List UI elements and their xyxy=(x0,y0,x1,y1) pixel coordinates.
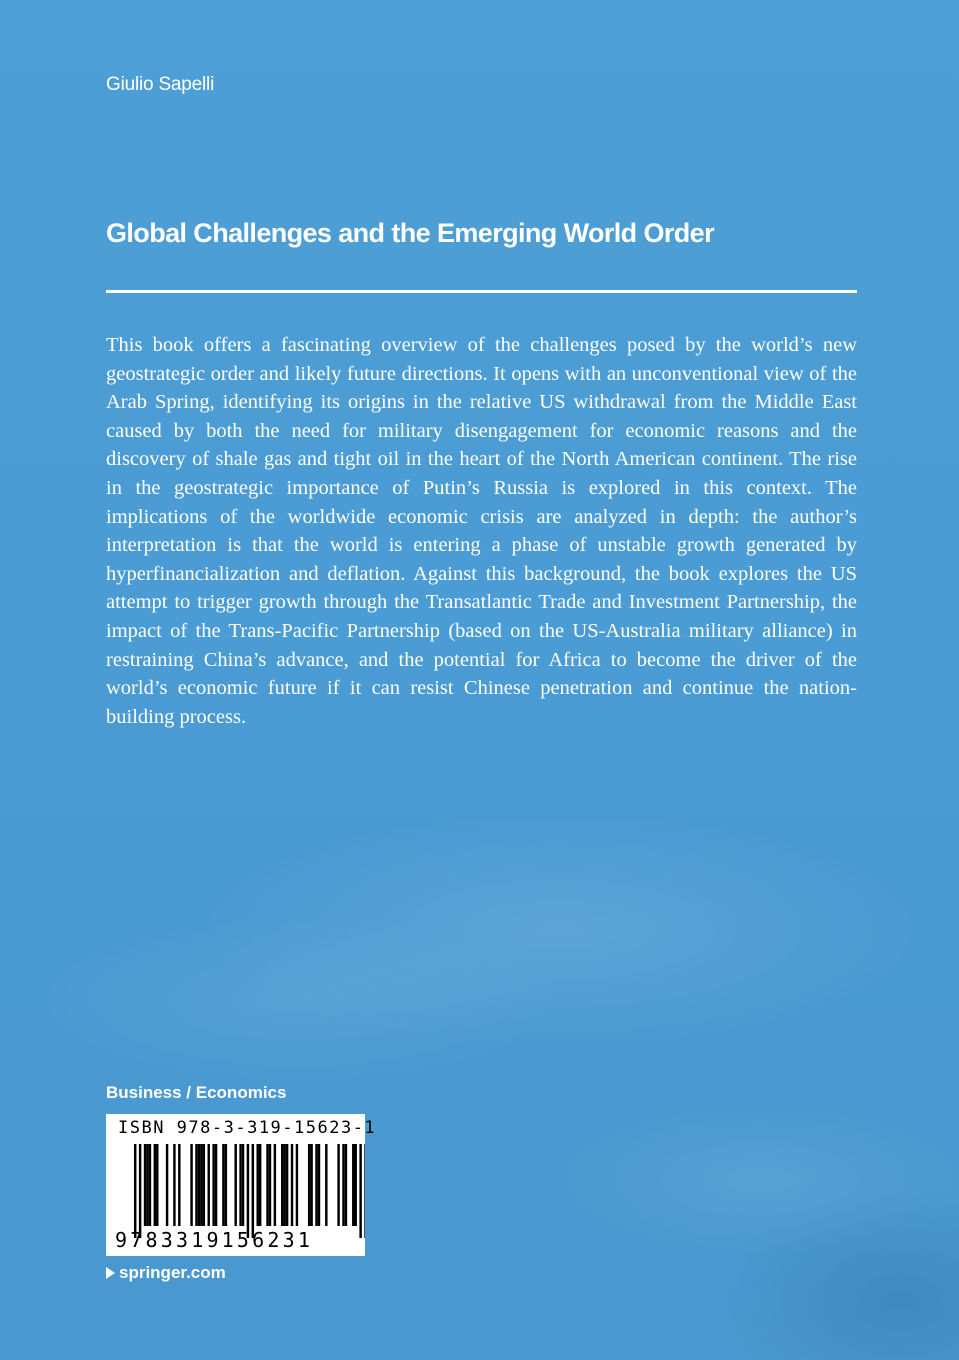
barcode-bar xyxy=(286,1144,288,1226)
barcode-bar xyxy=(266,1144,268,1226)
barcode-bar xyxy=(200,1144,202,1226)
barcode-bar xyxy=(134,1144,136,1238)
barcode-bar xyxy=(198,1144,200,1226)
book-title: Global Challenges and the Emerging World Order xyxy=(106,218,714,248)
barcode-bar xyxy=(325,1144,327,1226)
barcode-bar xyxy=(337,1144,339,1226)
title-divider xyxy=(106,290,857,293)
barcode-bar xyxy=(154,1144,156,1226)
barcode-bar xyxy=(252,1144,254,1238)
barcode-bar xyxy=(144,1144,146,1226)
arrow-right-icon xyxy=(106,1267,115,1279)
publisher-link-label: springer.com xyxy=(119,1263,226,1282)
barcode-bar xyxy=(190,1144,192,1226)
barcode-bar xyxy=(342,1144,344,1226)
barcode-bar xyxy=(156,1144,158,1226)
barcode-bar xyxy=(242,1144,244,1226)
barcode-bar xyxy=(247,1144,249,1238)
barcode-bar xyxy=(212,1144,214,1226)
barcode-bar xyxy=(195,1144,197,1226)
barcode-bar xyxy=(257,1144,259,1226)
barcode-bar xyxy=(296,1144,298,1226)
isbn-barcode xyxy=(106,1114,377,1256)
barcode-bar xyxy=(139,1144,141,1238)
barcode-bar xyxy=(203,1144,205,1226)
barcode-bar xyxy=(225,1144,227,1226)
barcode-bar xyxy=(166,1144,168,1226)
ean-digits: 9783319156231 xyxy=(115,1228,314,1252)
barcode-bar xyxy=(359,1144,361,1238)
barcode-bar xyxy=(352,1144,354,1226)
barcode-bar xyxy=(208,1144,210,1226)
barcode-bar xyxy=(222,1144,224,1226)
barcode-bar xyxy=(239,1144,241,1226)
barcode-bar xyxy=(315,1144,317,1226)
barcode-bar xyxy=(234,1144,236,1226)
barcode-bar xyxy=(291,1144,293,1226)
barcode-bar xyxy=(283,1144,285,1226)
book-description: This book offers a fascinating overview of the challenges posed by the world’s new geostrategic order and likely future directions. It opens with an unconventional view of the Arab Spring, identifying its origins in the relative US withdrawal from the Middle East caused by both the need for military disengagement for economic reasons and the discovery of shale gas and tight oil in the heart of the North American continent. The rise in the geostrategic importance of Putin’s Russia is explored in this context. The implications of the worldwide economic crisis are analyzed in depth: the author’s interpretation is that the world is entering a phase of unstable growth generated by hyperfinancialization and deflation. Against this background, the book explores the US attempt to trigger growth through the Transatlantic Trade and Investment Partnership, the impact of the Trans-Pacific Partnership (based on the US-Australia military alliance) in restraining China’s advance, and the potential for Africa to become the driver of the world’s economic future if it can resist Chinese penetration and continue the nation-building process. xyxy=(106,334,857,728)
barcode-bar xyxy=(259,1144,261,1226)
barcode-bar xyxy=(310,1144,312,1226)
barcode-bar xyxy=(308,1144,310,1226)
barcode-bar xyxy=(364,1144,365,1238)
barcode-bar xyxy=(173,1144,175,1226)
barcode-bar xyxy=(345,1144,347,1226)
publisher-link[interactable] xyxy=(106,1263,226,1283)
barcode-bar xyxy=(281,1144,283,1226)
barcode-bar xyxy=(355,1144,357,1226)
barcode-bar xyxy=(146,1144,148,1226)
subject-category: Business / Economics xyxy=(106,1083,287,1102)
author-name: Giulio Sapelli xyxy=(106,74,215,95)
barcode-bar xyxy=(149,1144,151,1226)
barcode-bar xyxy=(274,1144,276,1226)
isbn-label: ISBN 978-3-319-15623-1 xyxy=(118,1118,377,1138)
barcode-bar xyxy=(215,1144,217,1226)
barcode-bar xyxy=(269,1144,271,1226)
barcode-bar xyxy=(318,1144,320,1226)
barcode-bar xyxy=(178,1144,180,1226)
